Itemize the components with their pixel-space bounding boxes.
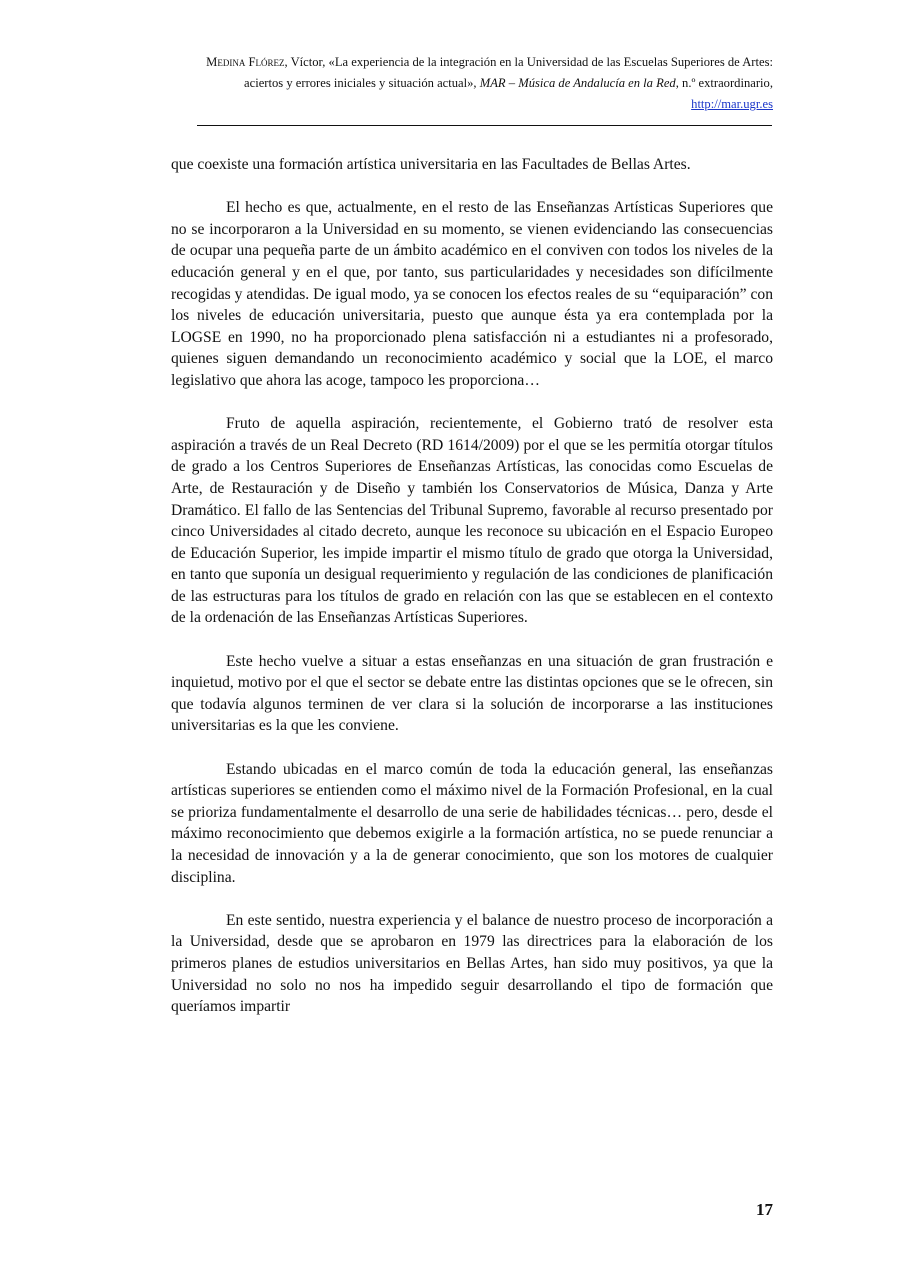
page-number: 17 bbox=[756, 1200, 773, 1219]
header-article-title: , Víctor, «La experiencia de la integración en la Universidad de las Escuelas Superiores de Artes: aciertos y errores iniciales y situación actual», bbox=[244, 55, 773, 90]
paragraph: Estando ubicadas en el marco común de toda la educación general, las enseñanzas artísticas superiores se entienden como el máximo nivel de la Formación Profesional, en la cual se prioriza fundamentalmente el desarrollo de una serie de habilidades técnicas… pero, desde el máximo reconocimiento que debemos exigirle a la formación artística, no se puede renunciar a la necesidad de innovación y a la de generar conocimiento, que son los motores de cualquier disciplina. bbox=[171, 760, 773, 886]
paragraph: En este sentido, nuestra experiencia y el balance de nuestro proceso de incorporación a la Universidad, desde que se aprobaron en 1979 las directrices para la elaboración de los primeros planes de estudios universitarios en Bellas Artes, han sido muy positivos, ya que la Universidad no solo no nos ha impedido seguir desarrollando el tipo de formación que queríamos impartir bbox=[171, 911, 773, 1016]
header-journal-name: MAR – Música de Andalucía en la Red bbox=[479, 76, 676, 90]
paragraph: Fruto de aquella aspiración, recientemente, el Gobierno trató de resolver esta aspiración a través de un Real Decreto (RD 1614/2009) por el que se les permitía otorgar títulos de grado a los Centros Superiores de Enseñanzas Artísticas, las conocidas como Escuelas de Arte, de Restauración y de Diseño y también los Conservatorios de Música, Danza y Arte Dramático. El fallo de las Sentencias del Tribunal Supremo, favorable al recurso presentado por cinco Universidades al citado decreto, aunque les reconoce su ubicación en el Espacio Europeo de Educación Superior, les impide impartir el mismo título de grado que otorga la Universidad, en tanto que suponía un desigual requerimiento y regulación de las condiciones de planificación de las estructuras para los títulos de grado en relación con las que se establecen en el contexto de la ordenación de las Enseñanzas Artísticas Superiores. bbox=[171, 415, 773, 627]
header-url-link[interactable]: http://mar.ugr.es bbox=[691, 97, 773, 111]
header-issue: , n.º extraordinario, bbox=[675, 76, 773, 90]
running-header bbox=[170, 52, 773, 115]
paragraph: que coexiste una formación artística universitaria en las Facultades de Bellas Artes. bbox=[171, 156, 691, 173]
body-text bbox=[171, 154, 773, 1039]
header-divider bbox=[197, 125, 772, 126]
paragraph: El hecho es que, actualmente, en el resto de las Enseñanzas Artísticas Superiores que no se incorporaron a la Universidad en su momento, se vienen evidenciando las consecuencias de ocupar una pequeña parte de un ámbito académico en el conviven con todos los niveles de la educación general y en el que, por tanto, sus particularidades y necesidades son difícilmente recogidas y atendidas. De igual modo, ya se conocen los efectos reales de su “equiparación” con los niveles de educación universitaria, puesto que aunque ésta ya era contemplada por la LOGSE en 1990, no ha proporcionado plena satisfacción ni a estudiantes ni a profesorado, quienes siguen demandando un reconocimiento académico y social que la LOE, el marco legislativo que ahora las acoge, tampoco les proporciona… bbox=[171, 199, 773, 389]
paragraph: Este hecho vuelve a situar a estas enseñanzas en una situación de gran frustración e inquietud, motivo por el que el sector se debate entre las distintas opciones que se le ofrecen, sin que todavía algunos terminen de ver clara si la solución de incorporarse a las instituciones universitarias es la que les conviene. bbox=[171, 652, 773, 735]
header-author-name: Medina Flórez bbox=[206, 55, 285, 69]
